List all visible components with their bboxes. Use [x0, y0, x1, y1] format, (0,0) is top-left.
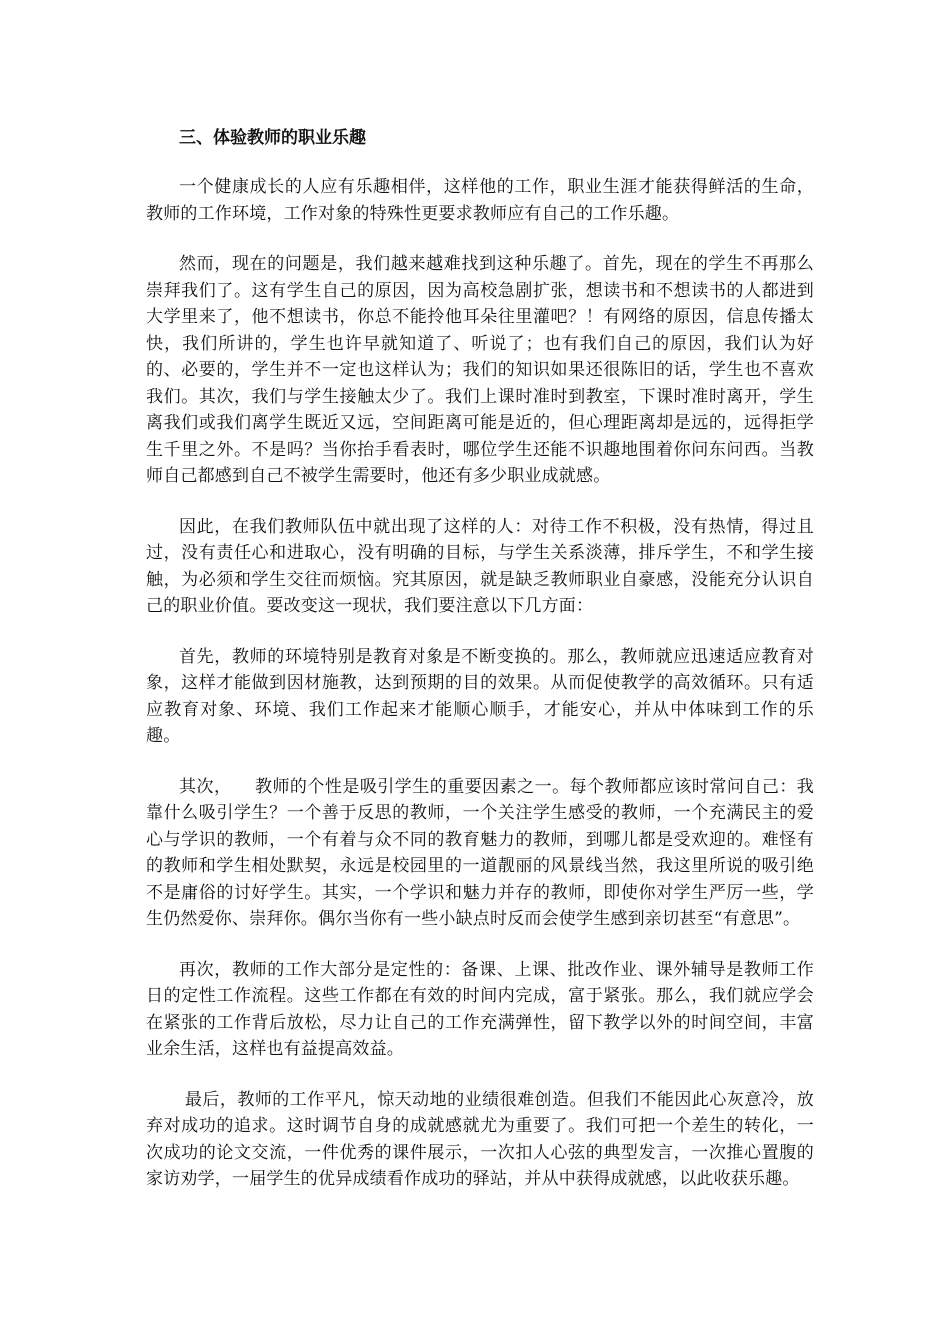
paragraph-6: 再次，教师的工作大部分是定性的：备课、上课、批改作业、课外辅导是教师工作日的定性工作流程。这些工作都在有效的时间内完成，富于紧张。那么，我们就应学会在紧张的工作背后放松，尽力让自己的工作充满弹性，留下教学以外的时间空间，丰富业余生活，这样也有益提高效益。	[146, 959, 814, 1059]
section-heading: 三、体验教师的职业乐趣	[179, 128, 366, 148]
document-page	[146, 125, 814, 1217]
paragraph-5: 其次， 教师的个性是吸引学生的重要因素之一。每个教师都应该时常问自己：我靠什么吸引学生？一个善于反思的教师，一个关注学生感受的教师，一个充满民主的爱心与学识的教师，一个有着与众不同的教育魅力的教师，到哪儿都是受欢迎的。难怪有的教师和学生相处默契，永远是校园里的一道靓丽的风景线当然，我这里所说的吸引绝不是庸俗的讨好学生。其实，一个学识和魅力并存的教师，即使你对学生严厉一些，学生仍然爱你、崇拜你。偶尔当你有一些小缺点时反而会使学生感到亲切甚至“有意思”。	[146, 776, 814, 929]
paragraph-4: 首先，教师的环境特别是教育对象是不断变换的。那么，教师就应迅速适应教育对象，这样才能做到因材施教，达到预期的目的效果。从而促使教学的高效循环。只有适应教育对象、环境、我们工作起来才能顺心顺手，才能安心，并从中体味到工作的乐趣。	[146, 646, 814, 746]
paragraph-1: 一个健康成长的人应有乐趣相伴，这样他的工作，职业生涯才能获得鲜活的生命，教师的工作环境，工作对象的特殊性更要求教师应有自己的工作乐趣。	[146, 177, 814, 224]
paragraph-2: 然而，现在的问题是，我们越来越难找到这种乐趣了。首先，现在的学生不再那么崇拜我们了。这有学生自己的原因，因为高校急剧扩张，想读书和不想读书的人都进到大学里来了，他不想读书，你总不能拎他耳朵往里灌吧？！有网络的原因，信息传播太快，我们所讲的，学生也许早就知道了、听说了；也有我们自己的原因，我们认为好的、必要的，学生并不一定也这样认为；我们的知识如果还很陈旧的话，学生也不喜欢我们。其次，我们与学生接触太少了。我们上课时准时到教室，下课时准时离开，学生离我们或我们离学生既近又远，空间距离可能是近的，但心理距离却是远的，远得拒学生千里之外。不是吗？当你抬手看表时，哪位学生还能不识趣地围着你问东问西。当教师自己都感到自己不被学生需要时，他还有多少职业成就感。	[146, 254, 814, 486]
paragraph-3: 因此，在我们教师队伍中就出现了这样的人：对待工作不积极，没有热情，得过且过，没有责任心和进取心，没有明确的目标，与学生关系淡薄，排斥学生，不和学生接触，为必须和学生交往而烦恼。究其原因，就是缺乏教师职业自豪感，没能充分认识自己的职业价值。要改变这一现状，我们要注意以下几方面：	[146, 516, 814, 616]
paragraph-7: 最后，教师的工作平凡，惊天动地的业绩很难创造。但我们不能因此心灰意冷，放弃对成功的追求。这时调节自身的成就感就尤为重要了。我们可把一个差生的转化，一次成功的论文交流，一件优秀的课件展示，一次扣人心弦的典型发言，一次推心置腹的家访劝学，一届学生的优异成绩看作成功的驿站，并从中获得成就感，以此收获乐趣。	[146, 1089, 814, 1189]
